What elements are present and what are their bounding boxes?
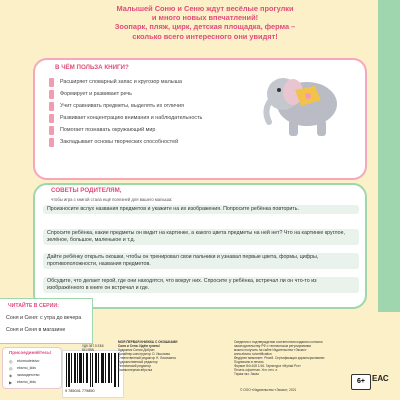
- benefits-panel: [33, 58, 367, 180]
- imprint-book-title: Соня и Сеня. Идём гулять!: [118, 344, 161, 348]
- imprint-line: www.eksmo.ru/certification: [234, 352, 272, 356]
- tip-item: Спросите ребёнка, какие предметы он видит на картинке, а какого цвета предметы на ней нет? Что на картинке круглое, зелёное, большое, маленькое и т.д.: [43, 229, 359, 245]
- imprint-line: законодательству РФ о техническом регулировании: [234, 344, 312, 348]
- benefit-text: Расширяет словарный запас и кругозор малыша: [60, 79, 182, 85]
- bullet-icon: [49, 90, 54, 99]
- decorative-strip: [378, 0, 400, 312]
- social-handle: eksmo_kids: [17, 380, 36, 384]
- benefit-item: [49, 100, 249, 112]
- barcode: [62, 350, 124, 398]
- bullet-icon: [49, 102, 54, 111]
- age-rating-badge: 6+: [351, 374, 371, 390]
- imprint-line: Сведения о подтверждении соответствия издания согласно: [234, 340, 323, 344]
- imprint-line: Печать офсетная. Усл. печ. л.: [234, 368, 279, 372]
- benefit-text: Закладывает основы творческих способностей: [60, 139, 179, 145]
- tip-item: Произносите вслух названия предметов и укажите на их изображения. Попросите ребёнка повторить.: [43, 205, 359, 214]
- youtube-icon: ▶: [9, 381, 12, 385]
- intro-line: Зоопарк, пляж, цирк, детская площадка, ферма –: [114, 22, 296, 32]
- benefit-item: [49, 88, 249, 100]
- imprint-line: Подписано в печать: [234, 360, 264, 364]
- parent-tips-panel: [33, 183, 367, 309]
- series-item: Соня и Сеня в магазине: [6, 327, 66, 333]
- imprint-line: Художник Сония Добрин: [118, 348, 155, 352]
- social-handle: eksmo_kids: [17, 366, 36, 370]
- imprint-line: Дизайнер-конструктор О. Ишонова: [118, 352, 170, 356]
- benefits-title: В ЧЁМ ПОЛЬЗА КНИГИ?: [55, 64, 129, 71]
- tip-item: Дайте ребёнку открыть окошки, чтобы он тренировал свои пальчики и узнавал первые цвета, формы, цифры, противоположности, названия предметов.: [43, 253, 359, 269]
- imprint-line: Формат 84×108 1/16. Гарнитура «Myriad Pro»: [234, 364, 301, 368]
- vk-icon: ◈: [9, 374, 12, 378]
- social-promo: [2, 347, 62, 389]
- publisher-line: © ООО «Издательство «Эксмо», 2021: [240, 388, 297, 392]
- instagram-icon: ◎: [9, 367, 13, 371]
- benefit-item: [49, 112, 249, 124]
- imprint-series-title: МОЯ ПЕРВАЯ КНИЖКА С ОКОШКАМИ: [118, 340, 178, 344]
- social-handle: ekomodetstvo: [17, 359, 40, 363]
- imprint-line: Тираж экз. Заказ: [234, 372, 259, 376]
- tip-item: Обсудите, что делает герой, где они находятся, что вокруг них. Спросите у ребёнка, встречал ли он что-то из изображённого в книге он встречал и где.: [43, 277, 359, 293]
- imprint-line: Өндірген мемлекет: Ресей. Сертификация қарастырылмаған: [234, 356, 325, 360]
- bullet-icon: [49, 114, 54, 123]
- imprint-line: Ответственный редактор Н. Лисичкина: [118, 356, 176, 360]
- imprint-right: [234, 340, 359, 376]
- promo-join-text: Присоединяйтесь!: [9, 350, 52, 355]
- benefit-text: Развивает концентрацию внимания и наблюдательность: [60, 115, 203, 121]
- intro-line: Малышей Соню и Сеню ждут весёлые прогулки: [116, 4, 294, 13]
- instagram-icon: ◎: [9, 360, 13, 364]
- imprint-line: Компьютерная вёрстка: [118, 368, 153, 372]
- eac-mark-icon: ЕАС: [372, 374, 389, 383]
- tips-title: СОВЕТЫ РОДИТЕЛЯМ,: [51, 187, 122, 194]
- imprint-line: Художественный редактор: [118, 360, 158, 364]
- bullet-icon: [49, 78, 54, 87]
- bullet-icon: [49, 126, 54, 135]
- imprint-middle: [118, 340, 233, 372]
- tips-subtitle: чтобы игра с книгой стала ещё полезней для вашего малыша:: [51, 197, 173, 202]
- benefit-text: Помогает познавать окружающий мир: [60, 127, 156, 133]
- imprint-line: Технический редактор: [118, 364, 151, 368]
- benefit-item: [49, 76, 249, 88]
- series-box: [0, 298, 93, 344]
- barcode-bars-icon: [65, 353, 121, 387]
- barcode-number: 9 785041 779850: [65, 389, 95, 393]
- benefit-text: Учит сравнивать предметы, выделять их отличия: [60, 103, 184, 109]
- benefit-item: [49, 136, 249, 148]
- imprint-line: можно получить на сайте Издательства «Эксмо»: [234, 348, 307, 352]
- benefits-list: [49, 76, 249, 148]
- intro-line: и много новых впечатлений!: [151, 13, 259, 23]
- elephant-illustration: [255, 64, 351, 144]
- series-label: ЧИТАЙТЕ В СЕРИИ:: [8, 303, 59, 309]
- isbn-block: УДК 087.5 ББК 84 ISBN: [82, 344, 104, 352]
- benefit-text: Формирует и развивает речь: [60, 91, 132, 97]
- benefit-item: [49, 124, 249, 136]
- series-item: Соня и Сеня: с утра до вечера: [6, 315, 82, 321]
- intro-text: [40, 4, 370, 41]
- social-handle: эксмодетство: [17, 373, 40, 377]
- bullet-icon: [49, 138, 54, 147]
- intro-line: сколько всего интересного они увидят!: [132, 31, 278, 41]
